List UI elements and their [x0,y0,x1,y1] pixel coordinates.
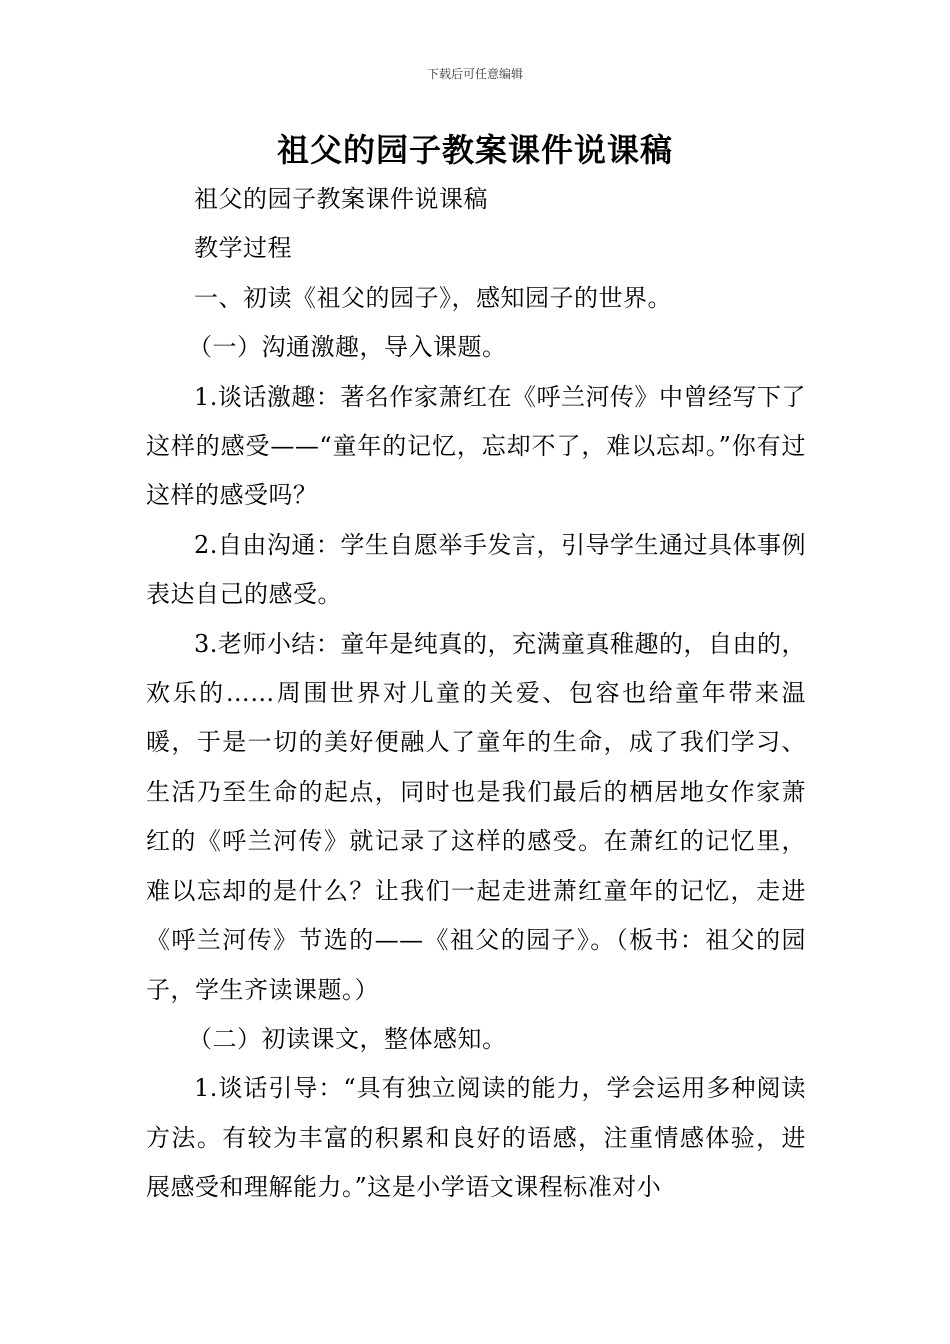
document-body [146,175,806,1213]
paragraph-body: 1.谈话激趣：著名作家萧红在《呼兰河传》中曾经写下了这样的感受——“童年的记忆，忘却不了，难以忘却。”你有过这样的感受吗？ [146,382,806,510]
header-note: 下载后可任意编辑 [426,67,523,81]
paragraph-subtitle: 祖父的园子教案课件说课稿 [194,185,488,213]
paragraph-body: 1.谈话引导：“具有独立阅读的能力，学会运用多种阅读方法。有较为丰富的积累和良好的语感，注重情感体验，进展感受和理解能力。”这是小学语文课程标准对小 [146,1074,806,1202]
paragraph-body: 2.自由沟通：学生自愿举手发言，引导学生通过具体事例表达自己的感受。 [146,530,806,609]
paragraph-subsection-heading: （一）沟通激趣，导入课题。 [188,333,507,362]
paragraph-subsection-heading: （二）初读课文，整体感知。 [188,1024,507,1053]
paragraph-body: 3.老师小结：童年是纯真的，充满童真稚趣的，自由的，欢乐的……周围世界对儿童的关爱、包容也给童年带来温暖，于是一切的美好便融人了童年的生命，成了我们学习、生活乃至生命的起点，同时也是我们最后的栖居地女作家萧红的《呼兰河传》就记录了这样的感受。在萧红的记忆里，难以忘却的是什么？让我们一起走进萧红童年的记忆，走进《呼兰河传》节选的——《祖父的园子》。（板书：祖父的园子，学生齐读课题。） [146,629,806,1004]
paragraph-part-heading: 一、初读《祖父的园子》，感知园子的世界。 [194,283,672,312]
document-title: 祖父的园子教案课件说课稿 [276,131,673,169]
paragraph-section-heading: 教学过程 [194,234,292,263]
